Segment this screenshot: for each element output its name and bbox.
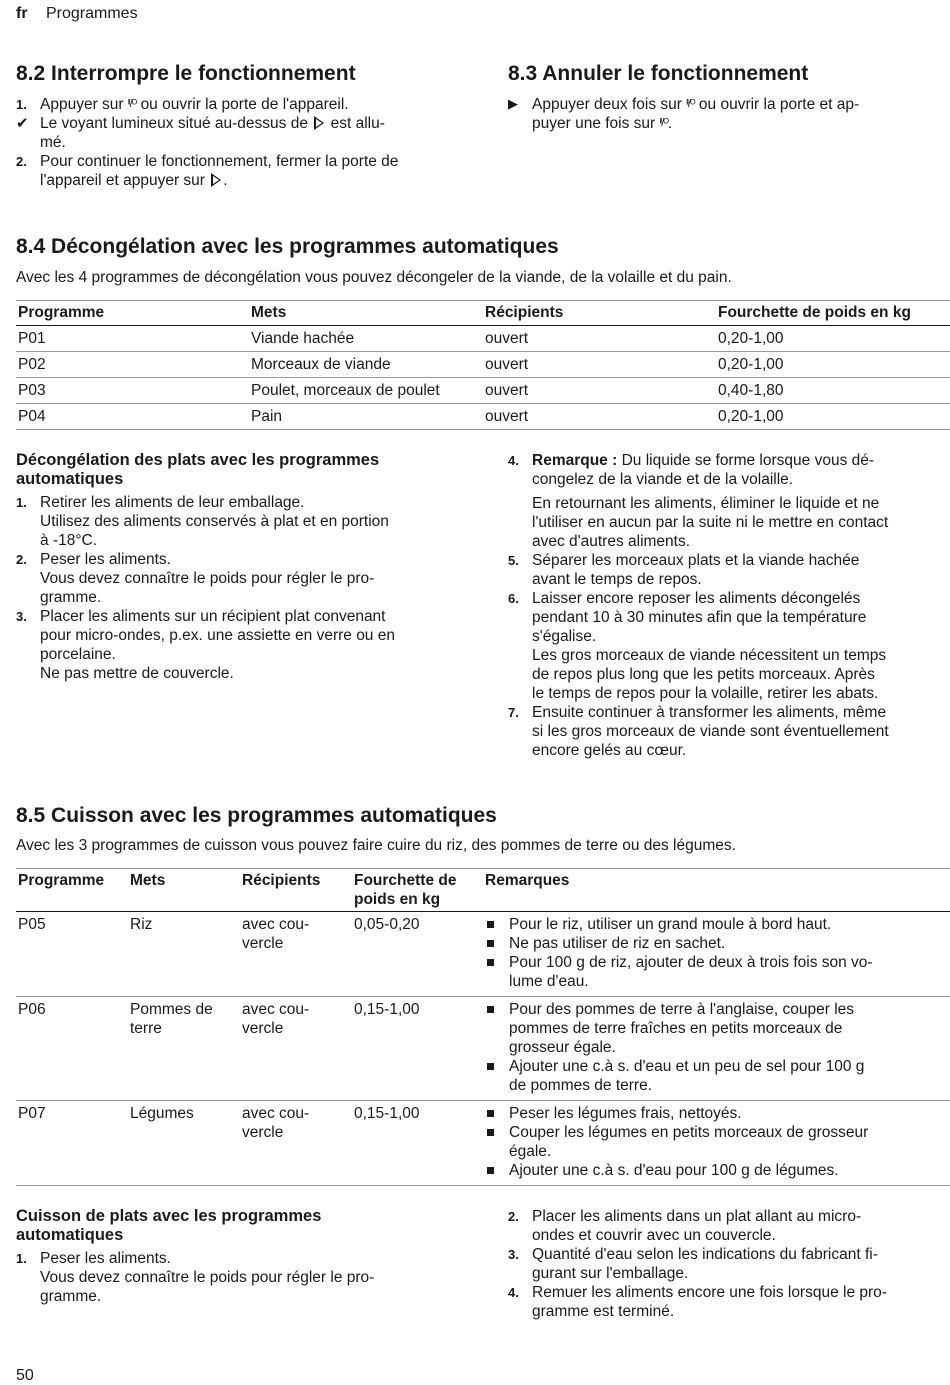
page-number: 50 — [16, 1367, 34, 1384]
step-number: 7. — [508, 705, 519, 720]
table-cell: 0,15-1,00 — [354, 1105, 420, 1122]
subsection-title — [16, 1207, 321, 1245]
subsection-title-line: automatiques — [16, 470, 124, 488]
table-cell: Pommes de terre — [130, 1001, 213, 1037]
table-cell: P06 — [18, 1001, 46, 1018]
cooking-steps-left — [16, 1249, 466, 1306]
step-text: gramme. — [40, 1288, 102, 1305]
step-item — [16, 493, 466, 550]
table-header-row — [16, 301, 950, 326]
table-row — [16, 352, 950, 378]
section-title-8-2: 8.2 Interrompre le fonctionnement — [16, 62, 356, 85]
square-bullet-item: Peser les légumes frais, nettoyés. — [485, 1104, 948, 1123]
step-number: 1. — [16, 97, 27, 112]
step-text: l'appareil et appuyer sur — [40, 172, 205, 189]
table-cell: Légumes — [130, 1105, 194, 1122]
step-number: 1. — [16, 495, 27, 510]
subsection-title — [16, 451, 379, 489]
step-number: 2. — [16, 154, 27, 169]
table-row — [16, 404, 950, 430]
table-row — [16, 1101, 950, 1186]
section-header: Programmes — [46, 5, 138, 22]
step-text: En retournant les aliments, éliminer le liquide et ne — [532, 495, 880, 512]
remarks-list — [485, 915, 948, 991]
table-cell: 0,15-1,00 — [354, 1001, 420, 1018]
section-title-8-4: 8.4 Décongélation avec les programmes automatiques — [16, 235, 559, 258]
step-text: Placer les aliments sur un récipient plat convenant — [40, 608, 386, 625]
step-text: Peser les aliments. — [40, 1250, 171, 1267]
step-text: gramme est terminé. — [532, 1303, 675, 1320]
step-text: puyer une fois sur — [532, 115, 656, 132]
step-text: est allu- — [330, 115, 385, 132]
table-cell: Pain — [251, 408, 283, 425]
step-number: 2. — [16, 552, 27, 567]
step-text: à -18°C. — [40, 532, 98, 549]
step-text: ou ouvrir la porte de l'appareil. — [140, 96, 349, 113]
step-number: 6. — [508, 591, 519, 606]
table-cell: Morceaux de viande — [251, 356, 391, 373]
remarks-list — [485, 1000, 948, 1095]
step-text: Appuyer deux fois sur — [532, 96, 682, 113]
cooking-table — [16, 868, 950, 1186]
column-header: Programme — [18, 304, 105, 321]
table-header-row — [16, 869, 950, 912]
step-text: de repos plus long que les petits morceaux. Après — [532, 666, 875, 683]
step-item — [508, 1207, 950, 1245]
remarks-cell — [483, 1101, 950, 1186]
table-row — [16, 997, 950, 1101]
start-stop-icon: ᴵᴵ/ᴼ — [659, 117, 668, 129]
table-cell: P05 — [18, 916, 46, 933]
square-bullet-item: Ne pas utiliser de riz en sachet. — [485, 934, 948, 953]
step-text: Retirer les aliments de leur emballage. — [40, 494, 305, 511]
step-text: Vous devez connaître le poids pour régler le pro- — [40, 570, 375, 587]
step-item — [508, 551, 950, 589]
cooking-steps-right — [508, 1207, 950, 1321]
steps-8-3 — [508, 95, 938, 133]
step-number: 3. — [16, 609, 27, 624]
step-text: Ne pas mettre de couvercle. — [40, 665, 234, 682]
step-text: le temps de repos pour la volaille, retirer les abats. — [532, 685, 879, 702]
step-text: Vous devez connaître le poids pour régler le pro- — [40, 1269, 375, 1286]
table-cell: 0,20-1,00 — [718, 356, 784, 373]
step-text: ondes et couvrir avec un couvercle. — [532, 1227, 776, 1244]
table-cell: P03 — [18, 382, 46, 399]
step-result — [16, 114, 466, 152]
step-number: 4. — [508, 453, 519, 468]
table-cell: ouvert — [485, 382, 529, 399]
table-cell: ouvert — [485, 330, 529, 347]
square-bullet-item: Ajouter une c.à s. d'eau et un peu de sel pour 100 g de pommes de terre. — [485, 1057, 948, 1095]
step-item — [508, 703, 950, 760]
step-item — [508, 451, 950, 551]
start-icon — [314, 116, 324, 130]
step-text: s'égalise. — [532, 628, 597, 645]
steps-8-2 — [16, 95, 466, 190]
step-text: Laisser encore reposer les aliments décongelés — [532, 590, 861, 607]
step-item — [16, 607, 466, 683]
step-text: si les gros morceaux de viande sont éventuellement — [532, 723, 889, 740]
step-text: Appuyer sur — [40, 96, 124, 113]
step-text: Les gros morceaux de viande nécessitent un temps — [532, 647, 887, 664]
remarks-cell — [483, 997, 950, 1101]
note-label: Remarque : — [532, 452, 618, 469]
step-text: pendant 10 à 30 minutes afin que la température — [532, 609, 867, 626]
table-cell: ouvert — [485, 356, 529, 373]
start-stop-icon: ᴵᴵ/ᴼ — [127, 98, 137, 110]
step-text: Pour continuer le fonctionnement, fermer la porte de — [40, 153, 399, 170]
table-cell: 0,05-0,20 — [354, 916, 420, 933]
remarks-list — [485, 1104, 948, 1180]
table-cell: avec cou- vercle — [242, 916, 310, 952]
remarks-cell — [483, 912, 950, 997]
column-header: Récipients — [485, 304, 564, 321]
square-bullet-item: Pour le riz, utiliser un grand moule à bord haut. — [485, 915, 948, 934]
square-bullet-item: Couper les légumes en petits morceaux de grosseur égale. — [485, 1123, 948, 1161]
square-bullet-item: Ajouter une c.à s. d'eau pour 100 g de légumes. — [485, 1161, 948, 1180]
column-header: Mets — [130, 872, 166, 889]
subsection-title-line: Cuisson de plats avec les programmes — [16, 1207, 322, 1225]
step-item: 2. Pour continuer le fonctionnement, fermer la porte de l'appareil et appuyer sur . — [16, 152, 466, 190]
step-number: 5. — [508, 553, 519, 568]
step-number: 1. — [16, 1251, 27, 1266]
defrost-steps-right — [508, 451, 950, 760]
table-cell: ouvert — [485, 408, 529, 425]
table-cell: P04 — [18, 408, 46, 425]
table-cell: Viande hachée — [251, 330, 355, 347]
step-text: ou ouvrir la porte et ap- — [698, 96, 860, 113]
step-text: gurant sur l'emballage. — [532, 1265, 689, 1282]
section-title-8-3: 8.3 Annuler le fonctionnement — [508, 62, 809, 85]
step-text: Ensuite continuer à transformer les aliments, même — [532, 704, 887, 721]
table-cell: 0,40-1,80 — [718, 382, 784, 399]
step-text: encore gelés au cœur. — [532, 742, 687, 759]
step-text: Peser les aliments. — [40, 551, 171, 568]
section-intro: Avec les 4 programmes de décongélation vous pouvez décongeler de la viande, de la volaille et du pain. — [16, 269, 732, 286]
subsection-title-line: automatiques — [16, 1226, 124, 1244]
square-bullet-item: Pour des pommes de terre à l'anglaise, couper les pommes de terre fraîches en petits morceaux de grosseur égale. — [485, 1000, 948, 1057]
table-cell: P02 — [18, 356, 46, 373]
column-header: Remarques — [485, 872, 570, 889]
table-cell: P01 — [18, 330, 46, 347]
step-item — [16, 1249, 466, 1306]
column-header: Fourchette de poids en kg — [718, 304, 911, 321]
defrost-table — [16, 300, 950, 430]
step-number: 3. — [508, 1247, 519, 1262]
table-cell: Poulet, morceaux de poulet — [251, 382, 440, 399]
step-text: pour micro-ondes, p.ex. une assiette en verre ou en — [40, 627, 395, 644]
table-cell: Riz — [130, 916, 153, 933]
table-row — [16, 378, 950, 404]
step-text: porcelaine. — [40, 646, 116, 663]
column-header: Récipients — [242, 872, 321, 889]
triangle-right-icon: ▶ — [508, 96, 518, 111]
subsection-title-line: Décongélation des plats avec les programmes — [16, 451, 380, 469]
column-header: Mets — [251, 304, 287, 321]
step-item — [508, 1245, 950, 1283]
table-cell: avec cou- vercle — [242, 1105, 310, 1141]
table-cell: 0,20-1,00 — [718, 408, 784, 425]
step-text: Séparer les morceaux plats et la viande hachée — [532, 552, 860, 569]
step-item — [16, 95, 466, 114]
table-row — [16, 912, 950, 997]
step-text: mé. — [40, 134, 66, 151]
step-number: 2. — [508, 1209, 519, 1224]
table-cell: P07 — [18, 1105, 46, 1122]
step-text: congelez de la viande et de la volaille. — [532, 471, 794, 488]
step-text: avant le temps de repos. — [532, 571, 702, 588]
start-icon — [211, 173, 221, 187]
step-item — [508, 589, 950, 703]
step-item: ▶ Appuyer deux fois sur ᴵᴵ/ᴼ ou ouvrir la porte et ap- puyer une fois sur ᴵᴵ/ᴼ. — [508, 96, 860, 132]
checkmark-icon: ✔ — [16, 115, 29, 132]
column-header: Fourchette de poids en kg — [354, 872, 457, 908]
table-cell: avec cou- vercle — [242, 1001, 310, 1037]
table-row — [16, 326, 950, 352]
step-text: Du liquide se forme lorsque vous dé- — [621, 452, 875, 469]
column-header: Programme — [18, 872, 105, 889]
step-text: gramme. — [40, 589, 102, 606]
step-text: avec d'autres aliments. — [532, 533, 691, 550]
square-bullet-item: Pour 100 g de riz, ajouter de deux à trois fois son vo- lume d'eau. — [485, 953, 948, 991]
step-item — [508, 1283, 950, 1321]
step-text: Le voyant lumineux situé au-dessus de — [40, 115, 308, 132]
step-item — [16, 550, 466, 607]
step-text: Placer les aliments dans un plat allant au micro- — [532, 1208, 862, 1225]
section-intro: Avec les 3 programmes de cuisson vous pouvez faire cuire du riz, des pommes de terre ou des légumes. — [16, 837, 736, 854]
step-text: Remuer les aliments encore une fois lorsque le pro- — [532, 1284, 887, 1301]
step-number: 4. — [508, 1285, 519, 1300]
start-stop-icon: ᴵᴵ/ᴼ — [686, 98, 695, 110]
section-title-8-5: 8.5 Cuisson avec les programmes automatiques — [16, 804, 497, 827]
step-text: l'utiliser en aucun par la suite ni le mettre en contact — [532, 514, 889, 531]
step-text: Quantité d'eau selon les indications du fabricant fi- — [532, 1246, 878, 1263]
language-code: fr — [16, 5, 28, 22]
step-text: Utilisez des aliments conservés à plat et en portion — [40, 513, 389, 530]
table-cell: 0,20-1,00 — [718, 330, 784, 347]
defrost-steps-left — [16, 493, 466, 683]
